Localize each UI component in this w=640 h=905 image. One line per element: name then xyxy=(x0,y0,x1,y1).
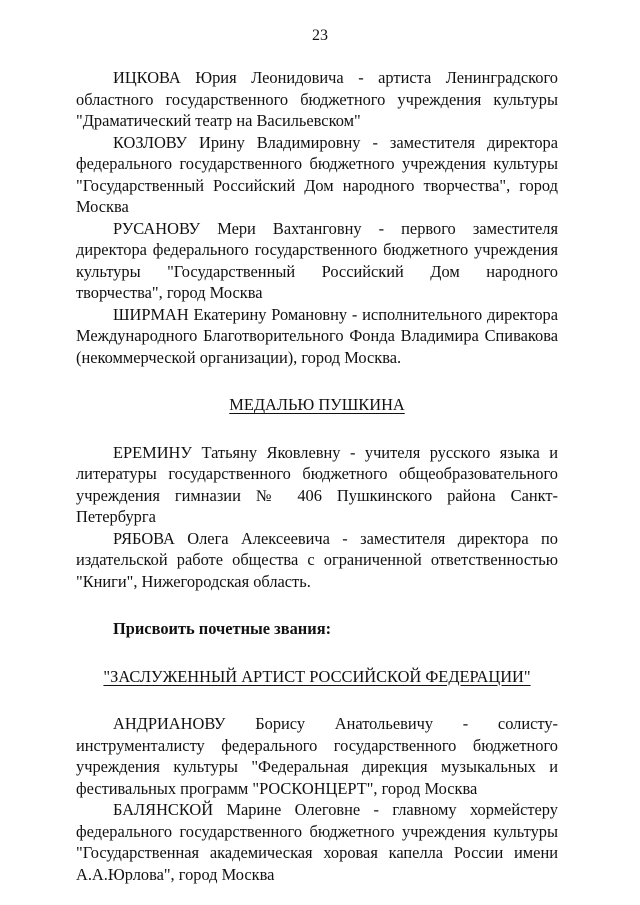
award-entry-shirman: ШИРМАН Екатерину Романовну - исполнительного директора Международного Благотворительного Фонда Владимира Спивакова (некоммерческой организации), город Москва. xyxy=(76,304,558,367)
section-heading-honored-artist: "ЗАСЛУЖЕННЫЙ АРТИСТ РОССИЙСКОЙ ФЕДЕРАЦИИ" xyxy=(103,666,531,686)
award-entry-itskov: ИЦКОВА Юрия Леонидовича - артиста Ленинградского областного государственного бюджетного учреждения культуры "Драматический театр на Васильевском" xyxy=(76,68,558,130)
page-number: 23 xyxy=(312,27,328,44)
award-entry-kozlova: КОЗЛОВУ Ирину Владимировну - заместителя директора федерального государственного бюджетного учреждения культуры "Государственный Российский Дом народного творчества", город Москва xyxy=(76,132,558,216)
award-entry-balyanskaya: БАЛЯНСКОЙ Марине Олеговне - главному хормейстеру федерального государственного бюджетного учреждения культуры "Государственная академическая хоровая капелла России имени А.А.Юрлова", город Москва xyxy=(76,800,558,884)
assign-titles-heading: Присвоить почетные звания: xyxy=(113,619,332,638)
award-entry-rusanova: РУСАНОВУ Мери Вахтанговну - первого заместителя директора федерального государственного бюджетного учреждения культуры "Государственный Российский Дом народного творчества", город Москва xyxy=(76,218,558,302)
document-body xyxy=(76,67,558,885)
section-heading-pushkin-medal: МЕДАЛЬЮ ПУШКИНА xyxy=(229,395,405,414)
award-entry-ryabov: РЯБОВА Олега Алексеевича - заместителя директора по издательской работе общества с ограниченной ответственностью "Книги", Нижегородская область. xyxy=(76,528,558,591)
award-entry-eremina: ЕРЕМИНУ Татьяну Яковлевну - учителя русского языка и литературы государственного бюджетного общеобразовательного учреждения гимназии № 406 Пушкинского района Санкт-Петербурга xyxy=(76,442,558,526)
award-entry-andrianov: АНДРИАНОВУ Борису Анатольевичу - солисту-инструменталисту федерального государственного бюджетного учреждения культуры "Федеральная дирекция музыкальных и фестивальных программ "РОСКОНЦЕРТ", город Москва xyxy=(76,714,558,798)
